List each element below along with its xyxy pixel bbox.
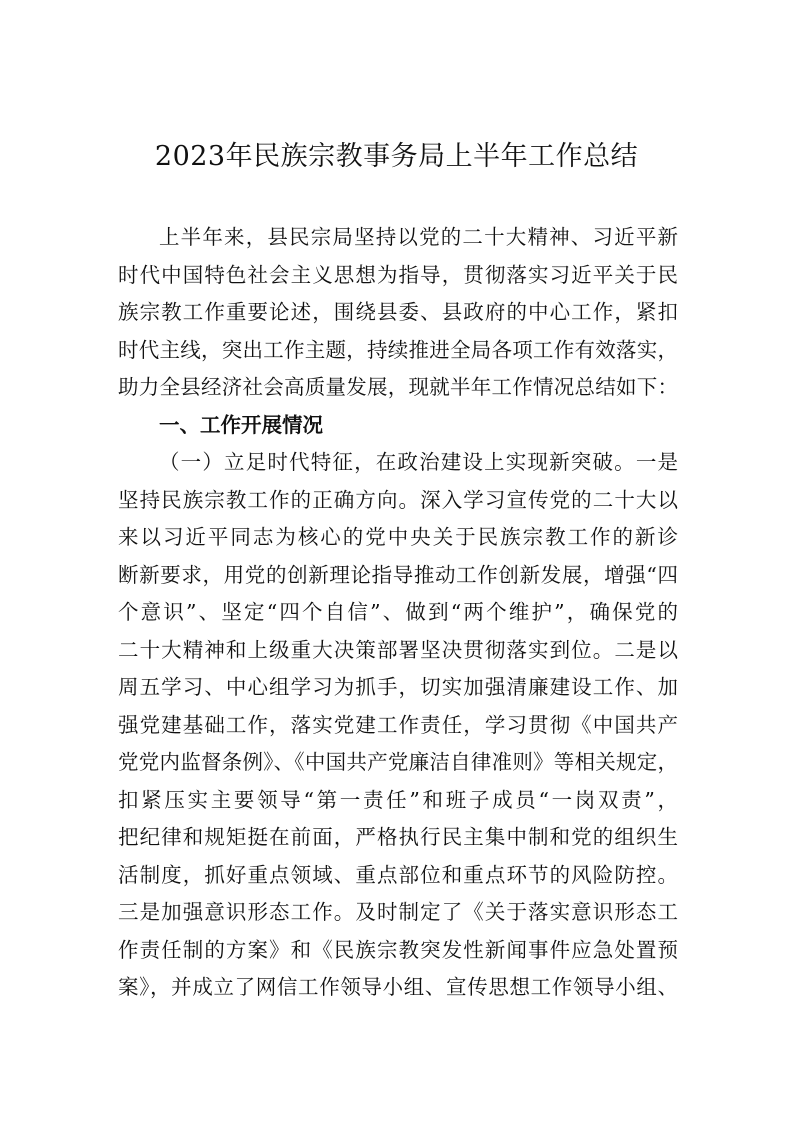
paragraph-line: 作责任制的方案》和《民族宗教突发性新闻事件应急处置预 (118, 937, 678, 962)
paragraph-line: 活制度，抓好重点领域、重点部位和重点环节的风险防控。 (118, 862, 678, 887)
paragraph-line: 族宗教工作重要论述，围绕县委、县政府的中心工作，紧扣 (118, 300, 678, 324)
paragraph-line: 断新要求，用党的创新理论指导推动工作创新发展，增强“四 (118, 562, 678, 587)
paragraph-line: 强党建基础工作，落实党建工作责任，学习贯彻《中国共产 (118, 712, 678, 737)
paragraph-line: 时代主线，突出工作主题，持续推进全局各项工作有效落实， (118, 337, 678, 362)
document-title: 2023年民族宗教事务局上半年工作总结 (154, 141, 639, 172)
paragraph-line: 个意识”、坚定“四个自信”、做到“两个维护”，确保党的 (118, 600, 678, 624)
section-heading: 一、工作开展情况 (159, 412, 323, 437)
paragraph-line: 时代中国特色社会主义思想为指导，贯彻落实习近平关于民 (118, 262, 678, 287)
paragraph-line: 周五学习、中心组学习为抓手，切实加强清廉建设工作、加 (118, 675, 678, 699)
paragraph-line: 助力全县经济社会高质量发展，现就半年工作情况总结如下： (118, 375, 678, 399)
paragraph-line: （一）立足时代特征，在政治建设上实现新突破。一是 (159, 450, 678, 474)
paragraph-line: 坚持民族宗教工作的正确方向。深入学习宣传党的二十大以 (118, 487, 678, 512)
paragraph-line: 案》，并成立了网信工作领导小组、宣传思想工作领导小组、 (118, 975, 678, 999)
paragraph-line: 扣紧压实主要领导“第一责任”和班子成员“一岗双责”， (118, 787, 678, 812)
paragraph-line: 党党内监督条例》、《中国共产党廉洁自律准则》等相关规定， (118, 750, 678, 774)
document-body (118, 219, 678, 1007)
paragraph-line: 二十大精神和上级重大决策部署坚决贯彻落实到位。二是以 (118, 637, 678, 662)
paragraph-line: 把纪律和规矩挺在前面，严格执行民主集中制和党的组织生 (118, 825, 678, 849)
paragraph-line: 来以习近平同志为核心的党中央关于民族宗教工作的新诊 (118, 525, 678, 549)
paragraph-line: 三是加强意识形态工作。及时制定了《关于落实意识形态工 (118, 900, 678, 924)
paragraph-line: 上半年来，县民宗局坚持以党的二十大精神、习近平新 (159, 225, 678, 249)
